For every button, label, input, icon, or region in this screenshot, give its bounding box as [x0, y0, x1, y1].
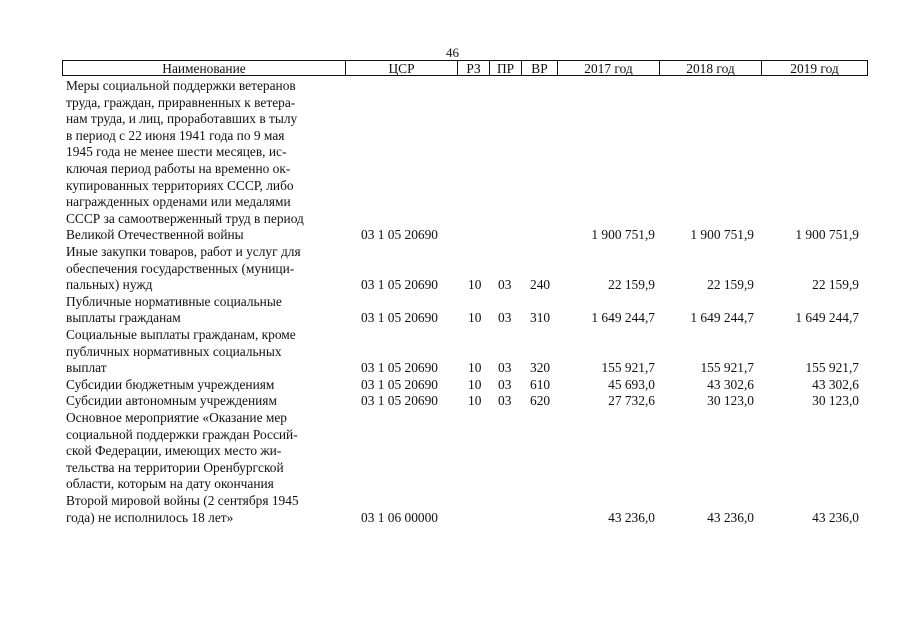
row-pr: 03	[498, 393, 512, 409]
row-2018: 1 649 244,7	[690, 310, 754, 326]
row-csr: 03 1 05 20690	[361, 310, 438, 326]
row-name-line: награжденных орденами или медалями	[66, 194, 291, 210]
row-csr: 03 1 05 20690	[361, 277, 438, 293]
row-name	[66, 294, 352, 327]
row-2018: 155 921,7	[700, 360, 754, 376]
row-name	[66, 78, 352, 244]
row-name	[66, 410, 352, 526]
row-name-line: Публичные нормативные социальные	[66, 293, 282, 309]
table-row	[0, 294, 905, 327]
row-name-line: Субсидии бюджетным учреждениям	[66, 376, 275, 392]
row-pr: 03	[498, 376, 512, 392]
row-2017: 22 159,9	[608, 277, 655, 293]
row-2019: 30 123,0	[812, 393, 859, 409]
row-2017: 1 649 244,7	[591, 310, 655, 326]
header-vr: ВР	[521, 61, 557, 75]
header-2017: 2017 год	[557, 61, 659, 75]
row-name-line: публичных нормативных социальных	[66, 343, 282, 359]
page-number: 46	[446, 45, 459, 60]
row-2018: 30 123,0	[707, 393, 754, 409]
row-2017: 43 236,0	[608, 509, 655, 525]
row-pr: 03	[498, 360, 512, 376]
row-name-line: нам труда, и лиц, проработавших в тылу	[66, 111, 298, 127]
row-2017: 45 693,0	[608, 376, 655, 392]
row-name-line: области, которым на дату окончания	[66, 476, 274, 492]
header-2019: 2019 год	[761, 61, 867, 75]
header-csr: ЦСР	[345, 61, 457, 75]
row-pr: 03	[498, 277, 512, 293]
row-name-line: выплат	[66, 360, 107, 376]
row-csr: 03 1 05 20690	[361, 227, 438, 243]
row-name-line: ключая период работы на временно ок-	[66, 160, 291, 176]
row-vr: 310	[530, 310, 551, 326]
row-name-line: ской Федерации, имеющих место жи-	[66, 443, 282, 459]
row-name-line: Иные закупки товаров, работ и услуг для	[66, 244, 301, 259]
row-rz: 10	[468, 277, 482, 293]
row-name-line: Второй мировой войны (2 сентября 1945	[66, 492, 299, 508]
row-vr: 240	[530, 277, 551, 293]
table-row	[0, 377, 905, 394]
row-2018: 43 302,6	[707, 376, 754, 392]
row-2019: 155 921,7	[805, 360, 859, 376]
row-2017: 27 732,6	[608, 393, 655, 409]
table-row	[0, 410, 905, 526]
row-csr: 03 1 05 20690	[361, 360, 438, 376]
row-2019: 1 900 751,9	[795, 227, 859, 243]
row-name-line: Субсидии автономным учреждениям	[66, 393, 277, 409]
table-row	[0, 393, 905, 410]
row-name-line: в период с 22 июня 1941 года по 9 мая	[66, 127, 285, 143]
row-csr: 03 1 05 20690	[361, 393, 438, 409]
row-csr: 03 1 06 00000	[361, 509, 438, 525]
row-rz: 10	[468, 376, 482, 392]
header-name: Наименование	[162, 61, 246, 76]
row-name-line: Социальные выплаты гражданам, кроме	[66, 327, 296, 342]
row-rz: 10	[468, 393, 482, 409]
row-name-line: СССР за самоотверженный труд в период	[66, 210, 304, 226]
row-name	[66, 393, 352, 410]
row-name-line: Меры социальной поддержки ветеранов	[66, 78, 296, 93]
row-2019: 43 236,0	[812, 509, 859, 525]
row-name-line: выплаты гражданам	[66, 310, 181, 326]
row-2017: 155 921,7	[601, 360, 655, 376]
row-name-line: года) не исполнилось 18 лет»	[66, 509, 234, 525]
row-name-line: купированных территориях СССР, либо	[66, 177, 294, 193]
row-vr: 620	[530, 393, 551, 409]
header-rz: РЗ	[457, 61, 489, 75]
table-row	[0, 244, 905, 294]
row-vr: 320	[530, 360, 551, 376]
row-name-line: Основное мероприятие «Оказание мер	[66, 410, 287, 425]
row-name-line: Великой Отечественной войны	[66, 227, 244, 243]
row-name-line: тельства на территории Оренбургской	[66, 459, 284, 475]
row-name-line: обеспечения государственных (муници-	[66, 260, 295, 276]
row-name	[66, 244, 352, 294]
row-pr: 03	[498, 310, 512, 326]
row-2018: 43 236,0	[707, 509, 754, 525]
row-2018: 1 900 751,9	[690, 227, 754, 243]
row-rz: 10	[468, 360, 482, 376]
row-2019: 22 159,9	[812, 277, 859, 293]
row-name	[66, 377, 352, 394]
row-name-line: социальной поддержки граждан Россий-	[66, 426, 298, 442]
table-header	[62, 60, 868, 76]
header-2018: 2018 год	[659, 61, 761, 75]
row-2019: 43 302,6	[812, 376, 859, 392]
row-name-line: 1945 года не менее шести месяцев, ис-	[66, 144, 287, 160]
row-rz: 10	[468, 310, 482, 326]
header-pr: ПР	[489, 61, 521, 75]
row-2017: 1 900 751,9	[591, 227, 655, 243]
table-row	[0, 78, 905, 244]
row-name	[66, 327, 352, 377]
row-2018: 22 159,9	[707, 277, 754, 293]
row-name-line: пальных) нужд	[66, 277, 153, 293]
row-vr: 610	[530, 376, 551, 392]
row-csr: 03 1 05 20690	[361, 376, 438, 392]
row-2019: 1 649 244,7	[795, 310, 859, 326]
row-name-line: труда, граждан, приравненных к ветера-	[66, 94, 296, 110]
table-row	[0, 327, 905, 377]
